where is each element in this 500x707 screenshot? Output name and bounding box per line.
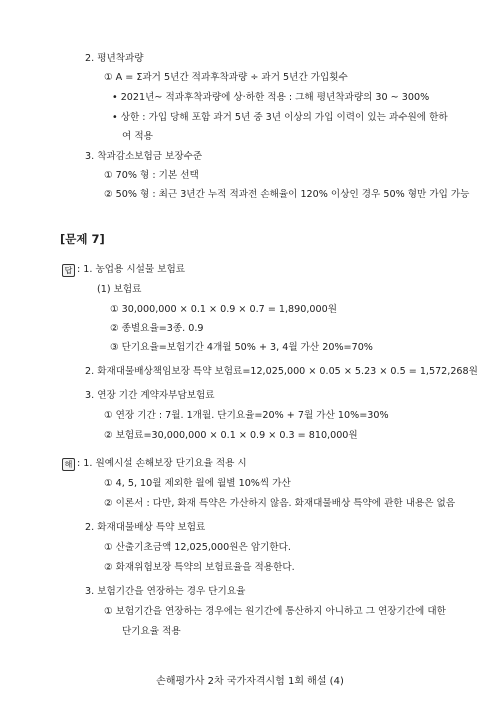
page-footer: 손해평가사 2차 국가자격시험 1회 해설 (4) — [156, 676, 344, 687]
answer-line-2: (1) 보험료 — [97, 284, 142, 295]
answer-line-9: ② 보험료=30,000,000 × 0.1 × 0.9 × 0.3 = 810,000원 — [104, 430, 358, 441]
explanation-line-7: 3. 보험기간을 연장하는 경우 단기요율 — [85, 586, 246, 597]
explanation-line-9: 단기요율 적용 — [122, 626, 181, 637]
explanation-line-4: 2. 화재대물배상 특약 보험료 — [85, 522, 206, 533]
explanation-badge: 해 — [62, 458, 75, 471]
section-2-title: 2. 평년착과량 — [85, 53, 144, 64]
answer-line-8: ① 연장 기간 : 7월. 1개월. 단기요율=20% + 7월 가산 10%=30% — [104, 410, 389, 421]
section-3-item-1: ① 70% 형 : 기본 선택 — [104, 170, 199, 181]
section-2-bullet-1: • 2021년~ 적과후착과량에 상·하한 적용 : 그해 평년착과량의 30 ~ 300% — [112, 92, 430, 103]
answer-line-6: 2. 화재대물배상책임보장 특약 보험료=12,025,000 × 0.05 × 5.23 × 0.5 = 1,572,268원 — [85, 366, 478, 377]
explanation-line-5: ① 산출기초금액 12,025,000원은 암기한다. — [104, 542, 291, 553]
explanation-line-2: ① 4, 5, 10월 제외한 월에 월별 10%씩 가산 — [104, 478, 291, 489]
answer-line-3: ① 30,000,000 × 0.1 × 0.9 × 0.7 = 1,890,000원 — [110, 304, 337, 315]
section-2-bullet-2: • 상한 : 가입 당해 포함 과거 5년 중 3년 이상의 가입 이력이 있는 과수원에 한하 — [112, 112, 448, 123]
explanation-line-3: ② 이론서 : 다만, 화재 특약은 가산하지 않음. 화재대물배상 특약에 관한 내용은 없음 — [104, 498, 456, 509]
problem-heading: [문제 7] — [60, 232, 105, 246]
answer-line-5: ③ 단기요율=보험기간 4개월 50% + 3, 4월 가산 20%=70% — [110, 342, 373, 353]
explanation-line-8: ① 보험기간을 연장하는 경우에는 원기간에 통산하지 아니하고 그 연장기간에 대한 — [104, 606, 446, 617]
section-2-item-1: ① A = Σ과거 5년간 적과후착과량 ÷ 과거 5년간 가입횟수 — [104, 72, 348, 83]
explanation-line-1: : 1. 원예시설 손해보장 단기요율 적용 시 — [77, 458, 247, 469]
answer-line-7: 3. 연장 기간 계약자부담보험료 — [85, 390, 215, 401]
answer-badge: 답 — [62, 264, 75, 277]
section-3-title: 3. 착과감소보험금 보장수준 — [85, 151, 203, 162]
section-2-bullet-2-cont: 여 적용 — [122, 131, 153, 142]
explanation-line-6: ② 화재위험보장 특약의 보험료율을 적용한다. — [104, 562, 295, 573]
answer-line-4: ② 종별요율=3종. 0.9 — [110, 323, 204, 334]
answer-line-1: : 1. 농업용 시설물 보험료 — [77, 264, 185, 275]
section-3-item-2: ② 50% 형 : 최근 3년간 누적 적과전 손해율이 120% 이상인 경우 50% 형만 가입 가능 — [104, 189, 470, 200]
